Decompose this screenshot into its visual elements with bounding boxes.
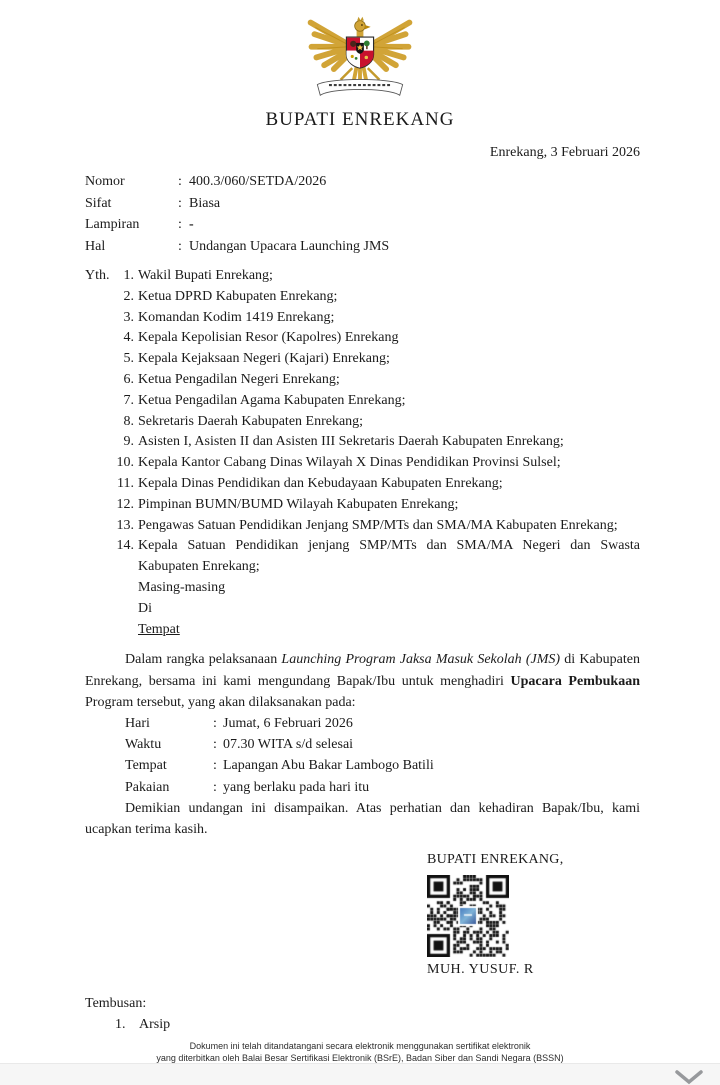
viewer-bottom-bar (0, 1063, 720, 1085)
recipient-list (85, 266, 640, 640)
recipient-row: 6. Ketua Pengadilan Negeri Enrekang; (123, 371, 340, 387)
garuda-pancasila-emblem (301, 8, 419, 103)
page-title: BUPATI ENREKANG (265, 109, 455, 130)
recipient-row: 7. Ketua Pengadilan Agama Kabupaten Enrekang; (123, 392, 406, 408)
meta-row-sifat: Sifat : Biasa (85, 195, 221, 211)
letterhead (0, 0, 720, 105)
digital-signature-footer (0, 1041, 720, 1063)
event-name-bold: Upacara Pembukaan (510, 673, 640, 689)
meta-row-hal: Hal : Undangan Upacara Launching JMS (85, 238, 390, 254)
recipient-row: 3. Komandan Kodim 1419 Enrekang; (123, 309, 335, 325)
body-paragraph: Dalam rangka pelaksanaan Launching Program Jaksa Masuk Sekolah (JMS) di Kabupaten Enrekang, bersama ini kami mengundang Bapak/Ibu untuk menghadiri Upacara Pembukaan Program tersebut, yang akan dilaksanakan pada: (85, 652, 640, 710)
recipient-row: 5. Kepala Kejaksaan Negeri (Kajari) Enrekang; (123, 351, 390, 367)
recipient-row: 14. Kepala Satuan Pendidikan jenjang SMP/MTs dan SMA/MA Negeri dan Swasta Kabupaten Enrekang; (116, 538, 640, 575)
detail-row-pakaian: Pakaian : yang berlaku pada hari itu (125, 779, 370, 795)
recipient-suffix-masing: Masing-masing (138, 579, 226, 595)
recipient-row: 4. Kepala Kepolisian Resor (Kapolres) Enrekang (123, 330, 399, 346)
recipient-row: 2. Ketua DPRD Kabupaten Enrekang; (123, 288, 338, 304)
recipient-row: 9. Asisten I, Asisten II dan Asisten III Sekretaris Daerah Kabupaten Enrekang; (123, 434, 564, 450)
detail-row-tempat: Tempat : Lapangan Abu Bakar Lambogo Batili (125, 758, 434, 774)
footer-line-1: Dokumen ini telah ditandatangani secara elektronik menggunakan sertifikat elektronik (189, 1041, 531, 1051)
meta-row-nomor: Nomor : 400.3/060/SETDA/2026 (85, 174, 327, 189)
tembusan-label: Tembusan: (85, 996, 147, 1012)
tembusan-item: 1. Arsip (115, 1017, 171, 1033)
salutation: Yth. (85, 268, 110, 283)
recipient-row: 10. Kepala Kantor Cabang Dinas Wilayah X Dinas Pendidikan Provinsi Sulsel; (116, 455, 561, 471)
signature-title: BUPATI ENREKANG, (427, 852, 564, 868)
letter-meta (85, 171, 640, 257)
signature-block (427, 851, 667, 979)
recipient-row: Yth. 1. Wakil Bupati Enrekang; (85, 266, 640, 287)
recipient-row: 8. Sekretaris Daerah Kabupaten Enrekang; (123, 413, 364, 429)
event-details (125, 713, 640, 798)
detail-row-hari: Hari : Jumat, 6 Februari 2026 (125, 715, 353, 731)
closing-paragraph: Demikian undangan ini disampaikan. Atas perhatian dan kehadiran Bapak/Ibu, kami ucapkan terima kasih. (85, 800, 640, 837)
recipient-row: 13. Pengawas Satuan Pendidikan Jenjang SMP/MTs dan SMA/MA Kabupaten Enrekang; (116, 517, 618, 533)
meta-row-lampiran: Lampiran : - (85, 217, 194, 232)
letter-date: Enrekang, 3 Februari 2026 (489, 145, 640, 160)
recipient-suffix-di: Di (138, 600, 152, 616)
tembusan-section (85, 993, 720, 1035)
recipient-row: 11. Kepala Dinas Pendidikan dan Kebudayaan Kabupaten Enrekang; (117, 475, 503, 491)
recipient-suffix-tempat: Tempat (138, 621, 180, 637)
footer-line-2: yang diterbitkan oleh Balai Besar Sertifikasi Elektronik (BSrE), Badan Siber dan Sandi Negara (BSSN) (156, 1052, 564, 1063)
detail-row-waktu: Waktu : 07.30 WITA s/d selesai (125, 737, 354, 753)
recipient-row: 12. Pimpinan BUMN/BUMD Wilayah Kabupaten Enrekang; (116, 496, 459, 512)
chevron-down-icon[interactable] (674, 1070, 704, 1085)
program-name-italic: Launching Program Jaksa Masuk Sekolah (JMS) (281, 652, 561, 668)
qr-code-signature (427, 875, 509, 957)
signature-name: MUH. YUSUF. R (427, 962, 534, 978)
